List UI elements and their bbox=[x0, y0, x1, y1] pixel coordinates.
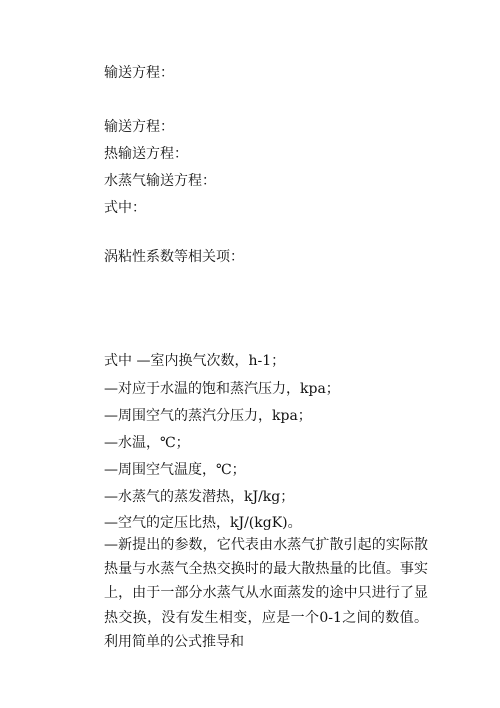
definition-line: —周围空气温度，℃； bbox=[104, 462, 246, 478]
equation-heading: 水蒸气输送方程： bbox=[104, 173, 216, 189]
definition-line: —水温，℃； bbox=[104, 435, 190, 451]
definition-line: —周围空气的蒸汽分压力，kpa； bbox=[104, 408, 312, 424]
definition-line: —空气的定压比热，kJ/(kgK)。 bbox=[104, 515, 302, 531]
body-paragraph: —新提出的参数，它代表由水蒸气扩散引起的实际散热量与水蒸气全热交换时的最大散热量的比值。事实上，由于一部分水蒸气从水面蒸发的途中只进行了显热交换，没有发生相变，应是一个0-1之间的数值。利用简单的公式推导和 bbox=[104, 537, 428, 650]
equation-heading: 输送方程： bbox=[104, 65, 174, 81]
equation-heading: 输送方程： bbox=[104, 119, 174, 135]
equation-heading: 热输送方程： bbox=[104, 146, 188, 162]
equation-heading: 涡粘性系数等相关项： bbox=[104, 249, 244, 265]
definitions-heading: 式中： bbox=[104, 200, 146, 216]
definition-line: —对应于水温的饱和蒸汽压力，kpa； bbox=[104, 381, 340, 397]
definition-line: 式中 —室内换气次数，h-1； bbox=[104, 353, 286, 369]
definition-line: —水蒸气的蒸发潜热，kJ/kg； bbox=[104, 489, 295, 505]
